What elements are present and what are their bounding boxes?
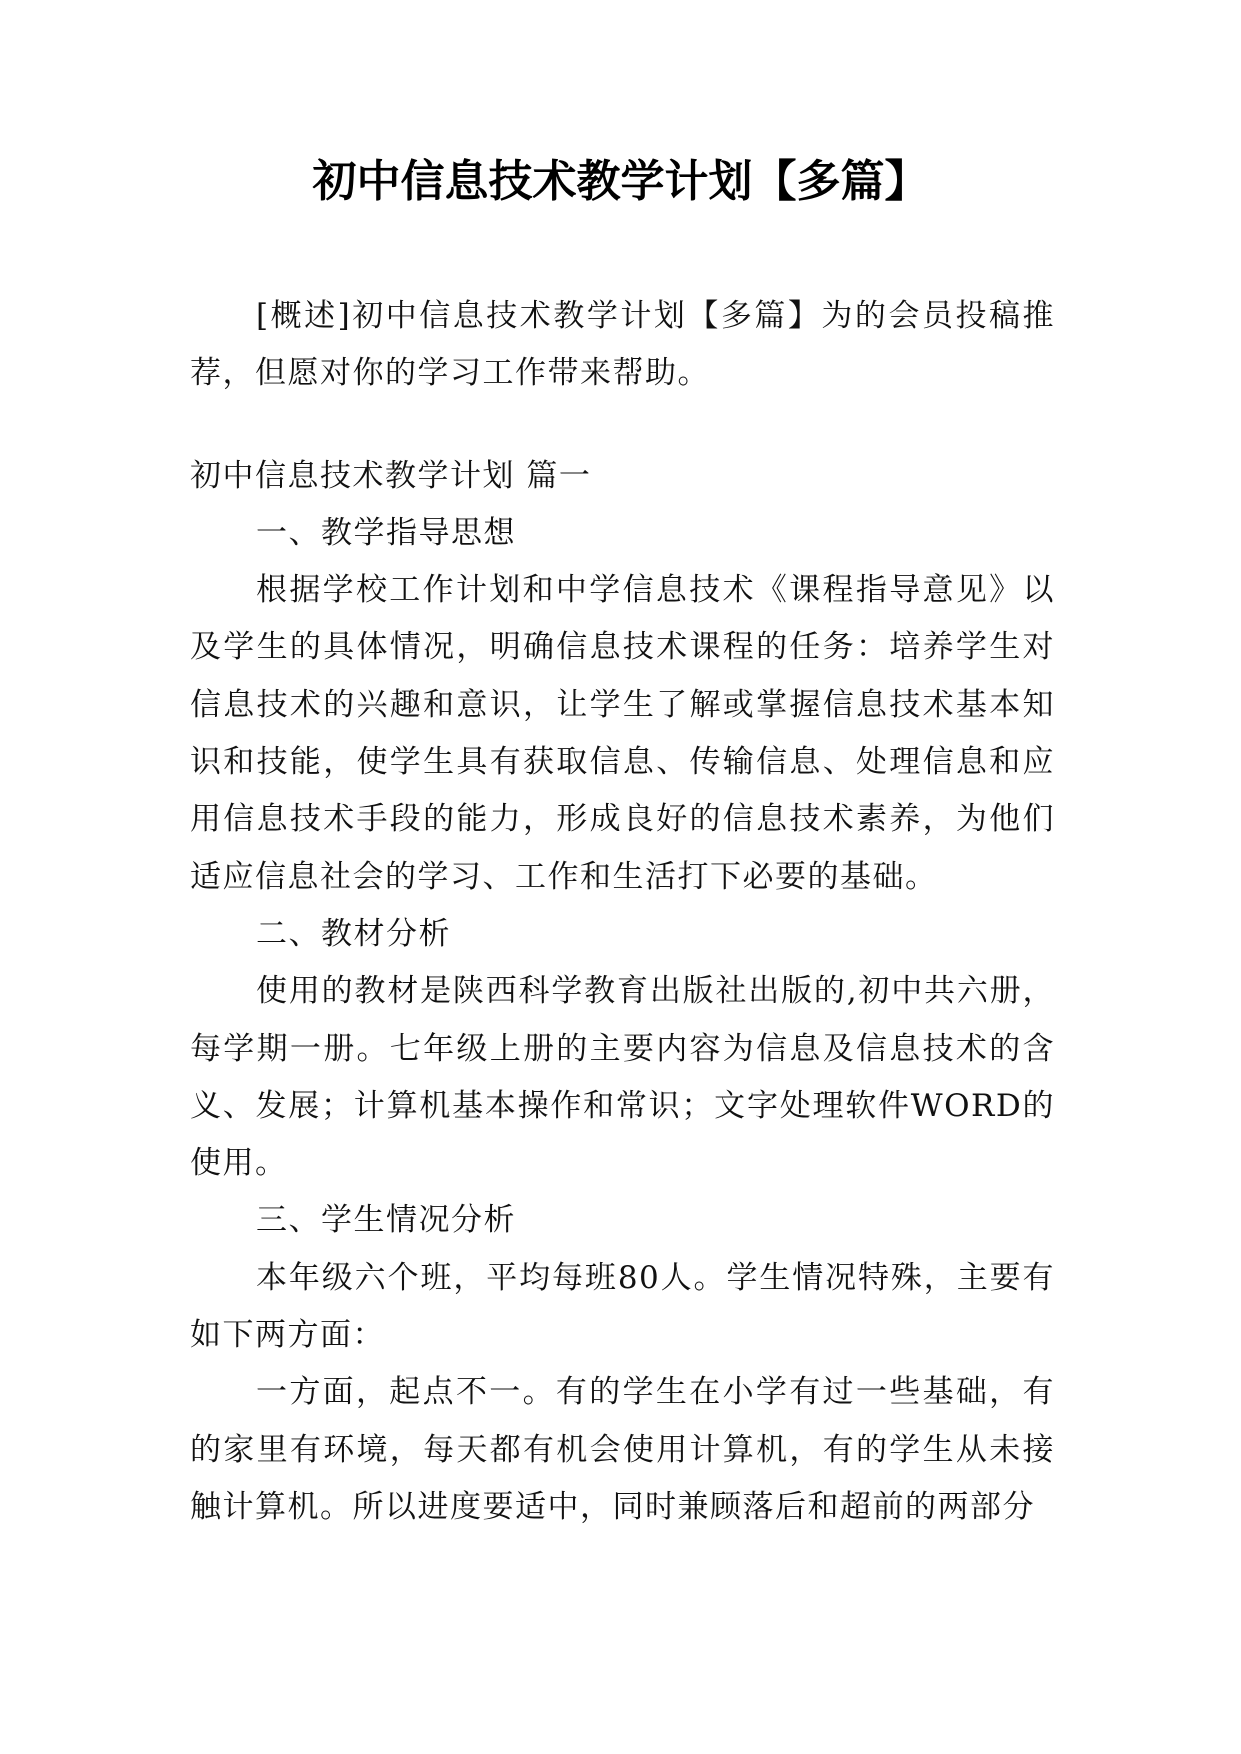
summary-paragraph: [概述]初中信息技术教学计划【多篇】为的会员投稿推荐，但愿对你的学习工作带来帮助。	[190, 298, 1055, 392]
paragraph-student-overview: 本年级六个班，平均每班80人。学生情况特殊，主要有如下两方面：	[190, 1259, 1055, 1354]
paragraph-guiding-ideology: 根据学校工作计划和中学信息技术《课程指导意见》以及学生的具体情况，明确信息技术课程的任务：培养学生对信息技术的兴趣和意识，让学生了解或掌握信息技术基本知识和技能，使学生具有获取信息、传输信息、处理信息和应用信息技术手段的能力，形成良好的信息技术素养，为他们适应信息社会的学习、工作和生活打下必要的基础。	[190, 572, 1055, 895]
section-title: 初中信息技术教学计划 篇一	[190, 457, 592, 494]
heading-textbook-analysis: 二、教材分析	[256, 915, 451, 952]
document-body	[190, 288, 1055, 1536]
document-title: 初中信息技术教学计划【多篇】	[312, 156, 929, 207]
paragraph-student-detail: 一方面，起点不一。有的学生在小学有过一些基础，有的家里有环境，每天都有机会使用计算机，有的学生从未接触计算机。所以进度要适中，同时兼顾落后和超前的两部分	[190, 1374, 1055, 1525]
paragraph-textbook-analysis: 使用的教材是陕西科学教育出版社出版的,初中共六册，每学期一册。七年级上册的主要内容为信息及信息技术的含义、发展；计算机基本操作和常识；文字处理软件WORD的使用。	[190, 973, 1055, 1182]
heading-student-analysis: 三、学生情况分析	[256, 1202, 516, 1239]
heading-guiding-ideology: 一、教学指导思想	[256, 514, 516, 551]
